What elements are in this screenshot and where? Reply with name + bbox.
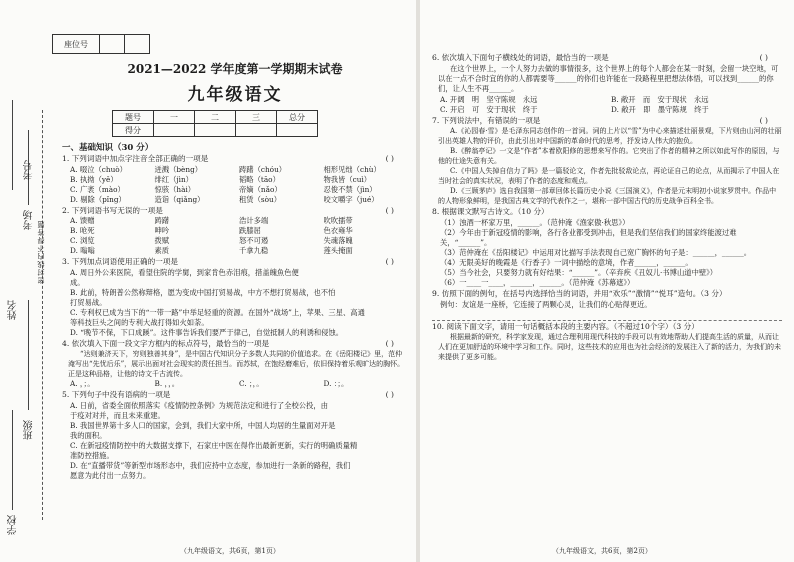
option: B. ，，。 (154, 379, 180, 389)
option: 造诣（qiǎng） (154, 194, 205, 204)
answer-paren[interactable]: ( ) (385, 390, 394, 400)
question-stem: 1. 下列词语中加点字注音全部正确的一项是 (62, 154, 209, 163)
score-cell[interactable] (236, 124, 277, 137)
option: B. 呛死 (70, 226, 95, 236)
option-cont: 愿意为此付出一点努力。 (70, 470, 151, 480)
seal-line (42, 110, 43, 520)
fill-line[interactable]: （5）当今社会，只要努力就有好结果：“______”。（辛弃疾《丑奴儿·书博山道中壁》） (440, 268, 718, 277)
question-stem: 2. 下列词语书写无误的一项是 (62, 205, 163, 215)
option: C. ；，。 (239, 379, 264, 389)
option: 惊骇（hài） (154, 184, 196, 194)
seat-number-box (52, 34, 150, 54)
school-line (12, 410, 13, 510)
score-label: 得分 (113, 124, 154, 137)
option: C. 广袤（mào） (70, 184, 125, 194)
option: C.《中国人失掉自信力了吗》是一篇驳论文，作者先批驳敌论点，再论证自己的论点，从而揭示了中国人在当时社会的真实状况，表明了作者的态度和观点。 (438, 167, 780, 186)
score-cell[interactable] (154, 124, 195, 137)
class-line (28, 300, 29, 410)
option: D. 嗡嗡 (70, 246, 95, 256)
score-cell[interactable] (277, 124, 318, 137)
options-row (62, 236, 408, 246)
options-row (432, 95, 782, 105)
section-title: 一、基础知识（30 分） (62, 143, 154, 153)
option: A. 开阔 明 坚守陈规 永远 (440, 94, 538, 104)
option: A. 啜泣（chuò） (70, 164, 127, 174)
subject-title: 九年级语文 (187, 85, 283, 105)
question-4 (62, 339, 408, 350)
page-footer: （九年级语文，共6页，第2页） (552, 547, 652, 555)
answer-paren[interactable]: ( ) (385, 257, 394, 267)
option: D. 敞开 即 墨守陈规 终于 (611, 104, 709, 114)
options-row (62, 185, 408, 195)
options-row (62, 226, 408, 236)
question-stem: 5. 下列句子中没有语病的一项是 (62, 390, 171, 400)
answer-paren[interactable]: ( ) (385, 154, 394, 163)
passage: 在这个世界上，一个人努力去做的事情很多，这个世界上的每个人都会在某一时刻，会留一块空地，可以在一点不合时宜的你的人都需要等______的你们也许能在一段路程里把想法体悟，可以找到______的你们，让人生不再______。 (438, 63, 779, 94)
option: 跌膝屈 (239, 226, 261, 236)
option: D.《三顾茅庐》选自我国第一部章回体长篇历史小说《三国演义》，作者是元末明初小说家罗贯中。作品中的人物形象鲜明，是我国古典文学的代表作之一，堪称一部中国古代的历史战争百科全书。 (438, 187, 777, 206)
option: 租赁（sòu） (239, 194, 282, 204)
option: 物我皆（cuì） (323, 174, 372, 184)
option: 韬略（tāo） (239, 174, 280, 184)
question-stem: 3. 下列加点词语使用正确的一项是 (62, 257, 178, 267)
option: 拨赋 (154, 236, 170, 246)
fill-line[interactable]: （2）今年由于新冠疫情的影响，各行各业都受到冲击，但是我们坚信我们的国家终能渡过难关，“______”。 (440, 228, 737, 247)
binding-area (0, 60, 60, 540)
option: C. 在新冠疫情防控中的大数据支撑下，石家庄中医在得作出最新更新，实行的明确质量精 (70, 440, 358, 450)
option: A.《沁园春·雪》是毛泽东同志创作的一首词。词的上片以“雪”为中心来描述壮丽景观，下片则由山河的壮丽引出英雄人物的评价，由此引出对中国新的革命时代的思考，抒发诗人伟大的抱负。 (438, 127, 782, 146)
options-row (62, 379, 408, 389)
question-8: 8. 根据课文默写古诗文。（10 分） (432, 207, 549, 217)
option: A. 日前，省委全面依照落实《疫情防控条例》为规范法定和进行了全校公投，由 (70, 400, 328, 410)
option: 色衣雍华 (323, 226, 353, 236)
option: 吹吹擂带 (323, 216, 353, 226)
option: 迸溅（bèng） (154, 164, 203, 174)
option: 忍俊不禁（jìn） (323, 184, 377, 194)
option: B.《醉翁亭记》一文是“作者”本着欧阳修的思想来写作的。它突出了作者的精神之所以如此写作的原因，与他的仕途失意有关。 (438, 147, 780, 166)
option: B. 执拗（yě） (70, 174, 118, 184)
option: 踌躇 (154, 216, 170, 226)
option: B. 此前，特朗普公然称辩格，愿为变成中国打贸易战，中方不想打贸易战，也不怕 (70, 287, 336, 297)
option: 怒不可遏 (239, 236, 269, 246)
options-row (62, 165, 408, 175)
right-content (432, 52, 782, 362)
option: C. 浏览 (70, 236, 95, 246)
answer-line[interactable] (432, 310, 782, 321)
exam-number-line (12, 100, 13, 190)
exam-room-label: 考场 (24, 210, 35, 230)
option: 浩计多端 (239, 216, 269, 226)
option: C. 专利权已成为当下的“一带一路”中举足轻重的资源。在国外“战场”上，苹果、三星、高通 (70, 307, 365, 317)
question-3 (62, 257, 408, 268)
option: D. 剔除（pǐng） (70, 194, 126, 204)
score-head: 三 (236, 111, 277, 124)
option: D. ：；。 (323, 379, 349, 389)
seal-warning: 密封线内不得答题 (37, 220, 45, 284)
seat-cell[interactable] (125, 35, 149, 53)
page-footer: （九年级语文，共6页，第1页） (180, 547, 280, 555)
class-label: 班级 (24, 420, 35, 440)
score-head: 二 (195, 111, 236, 124)
option: 素质 (154, 246, 170, 256)
question-2 (62, 206, 408, 217)
option: 相形见绌（chù） (323, 164, 381, 174)
answer-paren[interactable]: ( ) (385, 338, 394, 348)
exam-number-label: 考号 (24, 160, 35, 180)
option: 失魂落魄 (323, 236, 353, 246)
option: A. 周日外公来医院，看望住院的学舅，到家肯色赤泪痕，措盖魄魚色便 (70, 267, 299, 277)
fill-line[interactable]: （3）范仲淹在《岳阳楼记》中运用对比描写手法表现自己宽广胸怀的句子是：______，______。 (440, 248, 752, 257)
question-7 (432, 116, 782, 127)
option: 咬文嚼字（jué） (323, 194, 379, 204)
score-head: 题号 (113, 111, 154, 124)
fill-line[interactable]: （1）浊酒一杯家万里，______。（范仲淹《渔家傲·秋思》） (440, 218, 630, 227)
passage: “达则兼济天下，穷则独善其身”，是中国古代知识分子多数人共同的价值追求。在《岳阳楼记》里，范仲淹写出“先忧后乐”，展示出面对社会现实的责任担当。而苏轼，在饱经磨难后，依旧保持着乐观旷达的胸怀。正是这种品格，让他的诗文千古流传。 (68, 350, 405, 379)
score-table (112, 110, 318, 137)
left-content (62, 60, 408, 481)
options-row (432, 105, 782, 115)
option-cont: 我的面积。 (70, 430, 107, 440)
option: A. 馈赠 (70, 216, 95, 226)
options-row (62, 175, 408, 185)
option-cont: 成。 (70, 277, 85, 287)
option: D. “晚节不保，下口成蹊”。这件事告诉我们要严于律己，自觉抵制人的利诱和侵蚀。 (70, 327, 344, 337)
option: B. 我国世界第十多人口的国家，会到，我们大家中所，中国人均居的生量面对开是 (70, 420, 336, 430)
option-cont: 于疫对对并，而且未来重建。 (70, 410, 165, 420)
score-head: 总分 (277, 111, 318, 124)
question-9: 9. 仿照下面的例句，在括号内选择恰当的词语，并用“欢乐”“激情”“悦耳”造句。（3 分） (432, 289, 727, 298)
answer-paren[interactable]: ( ) (759, 115, 768, 125)
option-cont: 准防控措施。 (70, 450, 114, 460)
option: D. 在“直播带货”等新型市场形态中，我们应持中立态度，参加进行一条新的路程，我们 (70, 460, 351, 470)
question-stem: 6. 依次填入下面句子横线处的词语，最恰当的一项是 (432, 53, 609, 62)
options-row (62, 195, 408, 205)
exam-title: 2021—2022 学年度第一学期期末试卷 (127, 62, 343, 76)
option: 千拿九稳 (239, 246, 269, 256)
seat-label: 座位号 (53, 35, 100, 53)
example-sentence: 例句：友谊是一座桥，它连接了两颗心灵，让我们的心贴得更近。 (440, 299, 652, 309)
option: A. ，；。 (70, 379, 95, 389)
question-10: 10. 阅读下面文字，请用一句话概括本段的主要内容。（不超过10个字）（3 分） (432, 321, 699, 331)
answer-paren[interactable]: ( ) (759, 53, 768, 62)
option-cont: 打贸易战。 (70, 297, 107, 307)
options-row (62, 246, 408, 256)
question-stem: 4. 依次填入下面一段文字方框内的标点符号，最恰当的一项是 (62, 338, 270, 348)
seat-cell[interactable] (100, 35, 125, 53)
score-cell[interactable] (195, 124, 236, 137)
question-5 (62, 390, 408, 401)
name-label: 姓名 (8, 300, 19, 320)
answer-paren[interactable]: ( ) (385, 205, 394, 215)
question-stem: 7. 下列说法中，有错误的一项是 (432, 115, 541, 125)
option: B. 敞开 而 安于现状 永远 (611, 94, 709, 104)
option-cont: 等科技巨头之间的专利大战打得如火如荼。 (70, 317, 209, 327)
passage: 根据最新的研究，科学家发现，通过合理利用现代科技的手段可以有效地帮助人们提高生活的质量，从而让人们在更加舒适的环境中学习和工作。同时，这些技术的应用也为社会经济的发展注入了新的活力，为我们的未来提供了更多可能。 (438, 333, 781, 362)
fill-line[interactable]: （4）无限美好的晚霞是《行香子》一词中描绘的意境，作者______，______。 (440, 258, 693, 267)
option: 踌躇（chóu） (239, 164, 287, 174)
option: 莲头掩面 (323, 246, 353, 256)
school-label: 学校 (8, 515, 19, 535)
option: C. 开启 可 安于现状 终于 (440, 104, 538, 114)
options-row (62, 216, 408, 226)
question-1 (62, 154, 408, 165)
option: 呻吟 (154, 226, 170, 236)
question-6 (432, 53, 782, 64)
fill-line[interactable]: （6）一____一____，______，______。（范仲淹《苏幕遮》） (440, 278, 635, 287)
score-head: 一 (154, 111, 195, 124)
option: 绯红（jìn） (154, 174, 193, 184)
option: 帝嫡（nǎo） (239, 184, 282, 194)
